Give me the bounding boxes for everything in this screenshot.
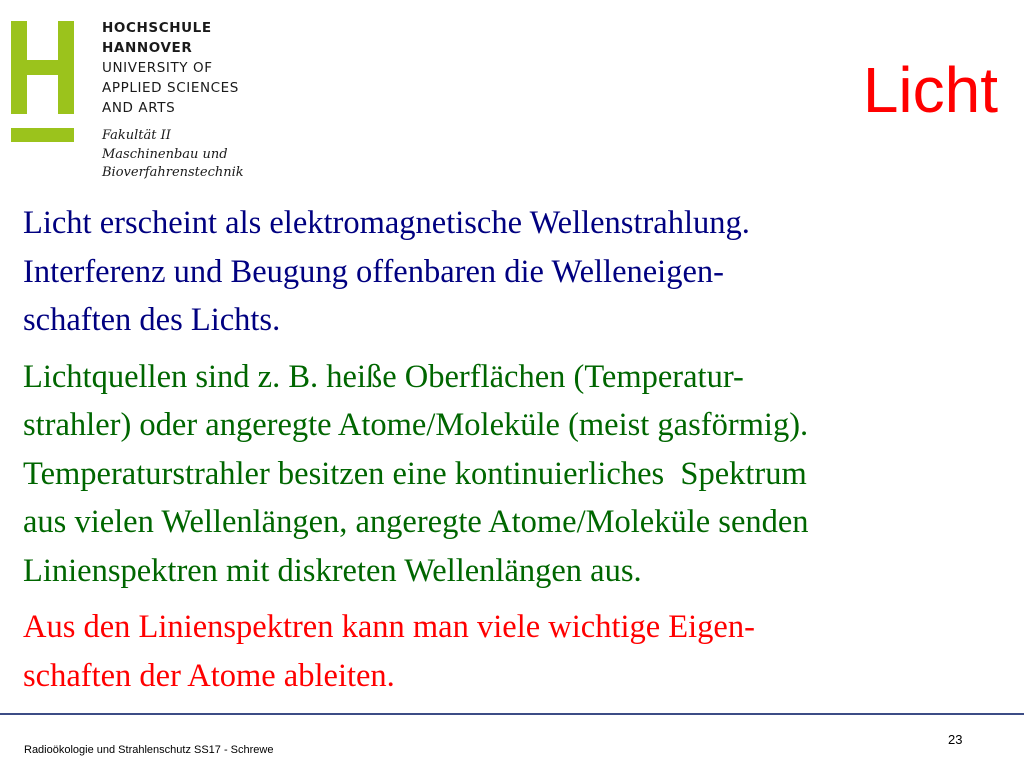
footer-course-label: Radioökologie und Strahlenschutz SS17 - Schrewe [24,744,274,756]
text-line: Temperaturstrahler besitzen eine kontinuierliches Spektrum [23,455,807,492]
text-line: Interferenz und Beugung offenbaren die Welleneigen- [23,253,724,290]
text-line: Aus den Linienspektren kann man viele wichtige Eigen- [23,609,755,645]
text-line: Linienspektren mit diskreten Wellenlängen aus. [23,552,642,589]
university-logo-icon [0,0,90,150]
logo-underline [11,128,74,142]
logo-line-applied-sciences: APPLIED SCIENCES [102,80,239,96]
faculty-line-3: Bioverfahrenstechnik [102,165,244,180]
faculty-line-2: Maschinenbau und [102,146,228,162]
logo-line-university-of: UNIVERSITY OF [102,60,213,76]
text-line: strahler) oder angeregte Atome/Moleküle (meist gasförmig). [23,407,809,443]
paragraph-light-waves [23,199,1013,345]
logo-text [102,18,244,183]
logo-line-and-arts: AND ARTS [102,100,176,116]
text-line: schaften des Lichts. [23,302,281,338]
footer-divider [0,713,1024,715]
slide-title: Licht [862,54,998,126]
logo-line-hochschule: HOCHSCHULE [102,20,212,36]
logo-crossbar [11,60,74,75]
page-number: 23 [948,732,963,747]
faculty-block [102,127,244,183]
paragraph-light-sources [23,353,1013,596]
faculty-line-1: Fakultät II [102,128,171,143]
text-line: schaften der Atome ableiten. [23,657,395,694]
logo-line-hannover: HANNOVER [102,40,193,56]
paragraph-line-spectra [23,603,1013,700]
slide-body [23,199,1013,700]
text-line: Licht erscheint als elektromagnetische Wellenstrahlung. [23,205,750,241]
text-line: aus vielen Wellenlängen, angeregte Atome/Moleküle senden [23,504,809,540]
text-line: Lichtquellen sind z. B. heiße Oberflächen (Temperatur- [23,358,744,395]
